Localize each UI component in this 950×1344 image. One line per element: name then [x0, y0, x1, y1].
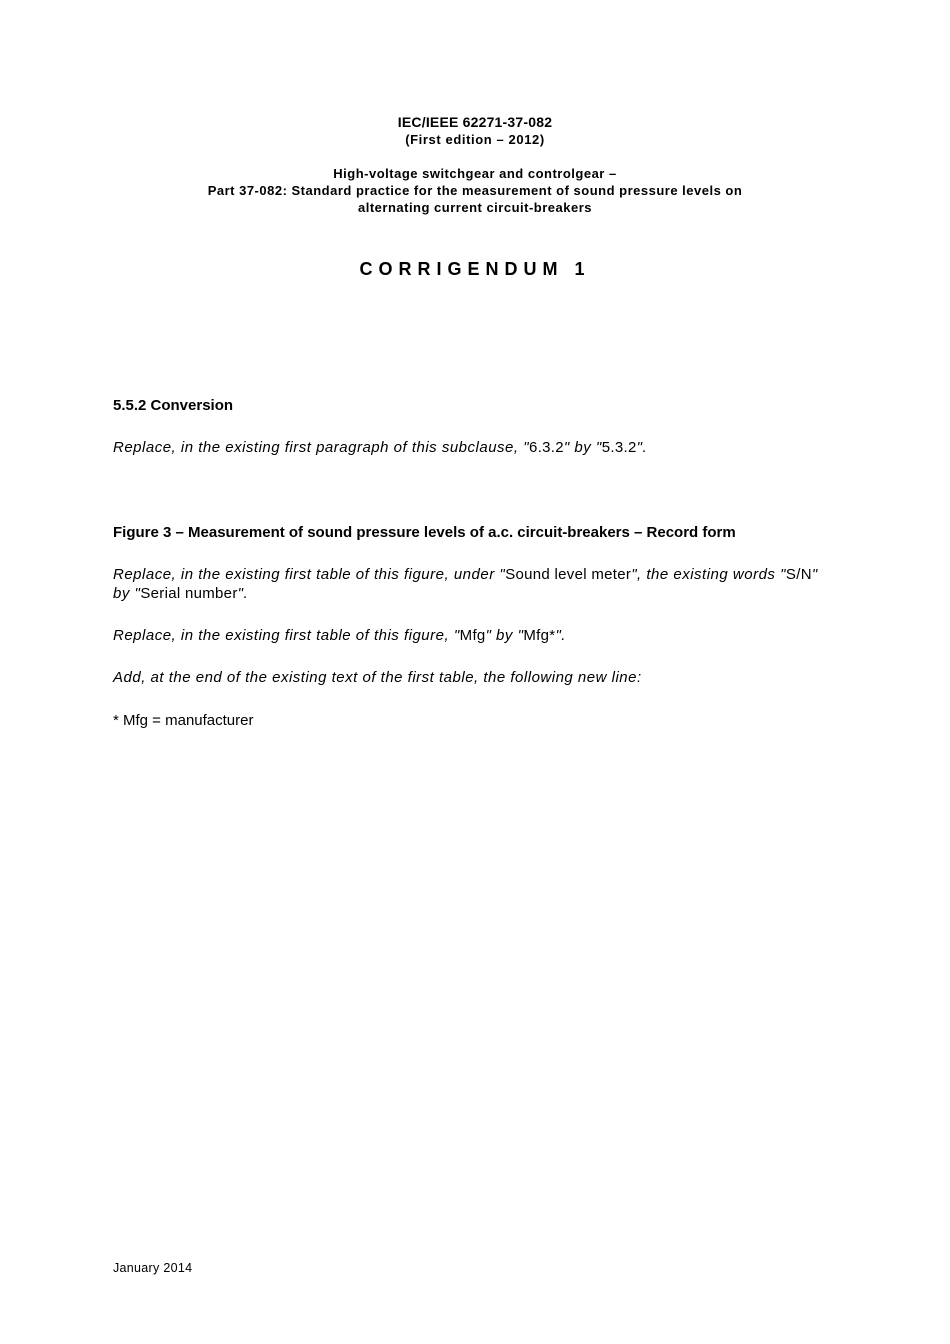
- figure-3-heading: Figure 3 – Measurement of sound pressure levels of a.c. circuit-breakers – Record form: [113, 524, 736, 541]
- instruction-text: ".: [636, 439, 648, 456]
- standard-title: [0, 165, 950, 216]
- instruction-text: Replace, in the existing first table of this figure, under ": [113, 566, 506, 583]
- new-words: Serial number: [140, 585, 238, 602]
- instruction-text: ".: [237, 585, 249, 602]
- instruction-text: Replace, in the existing first paragraph of this subclause, ": [113, 439, 530, 456]
- figure-3-instruction-1: [113, 565, 838, 603]
- old-words: S/N: [785, 566, 812, 583]
- section-552-instruction: [113, 438, 838, 457]
- instruction-text: " by ": [563, 439, 602, 456]
- new-clause-ref: 5.3.2: [601, 439, 637, 456]
- figure-3-instruction-3: Add, at the end of the existing text of the first table, the following new line:: [113, 669, 642, 686]
- instruction-text: " by ": [485, 627, 524, 644]
- figure-3-instruction-2: [113, 626, 838, 645]
- standard-title-line-1: High-voltage switchgear and controlgear –: [333, 166, 617, 181]
- instruction-text: ", the existing words ": [631, 566, 786, 583]
- instruction-text: ".: [555, 627, 566, 644]
- standard-number: IEC/IEEE 62271-37-082: [397, 114, 553, 130]
- new-words: Mfg*: [523, 627, 556, 644]
- instruction-text: Replace, in the existing first table of this figure, ": [113, 627, 460, 644]
- standard-title-line-3: alternating current circuit-breakers: [357, 200, 593, 215]
- section-552-heading: 5.5.2 Conversion: [113, 397, 234, 414]
- old-clause-ref: 6.3.2: [529, 439, 564, 456]
- footer-date: January 2014: [113, 1261, 193, 1275]
- table-term: Sound level meter: [505, 566, 632, 583]
- edition-line: (First edition – 2012): [405, 132, 545, 147]
- instruction-text: " by ": [113, 566, 818, 602]
- new-table-line: * Mfg = manufacturer: [113, 712, 254, 729]
- document-type: CORRIGENDUM 1: [359, 259, 591, 279]
- old-words: Mfg: [459, 627, 486, 644]
- standard-title-line-2: Part 37-082: Standard practice for the measurement of sound pressure levels on: [207, 183, 743, 198]
